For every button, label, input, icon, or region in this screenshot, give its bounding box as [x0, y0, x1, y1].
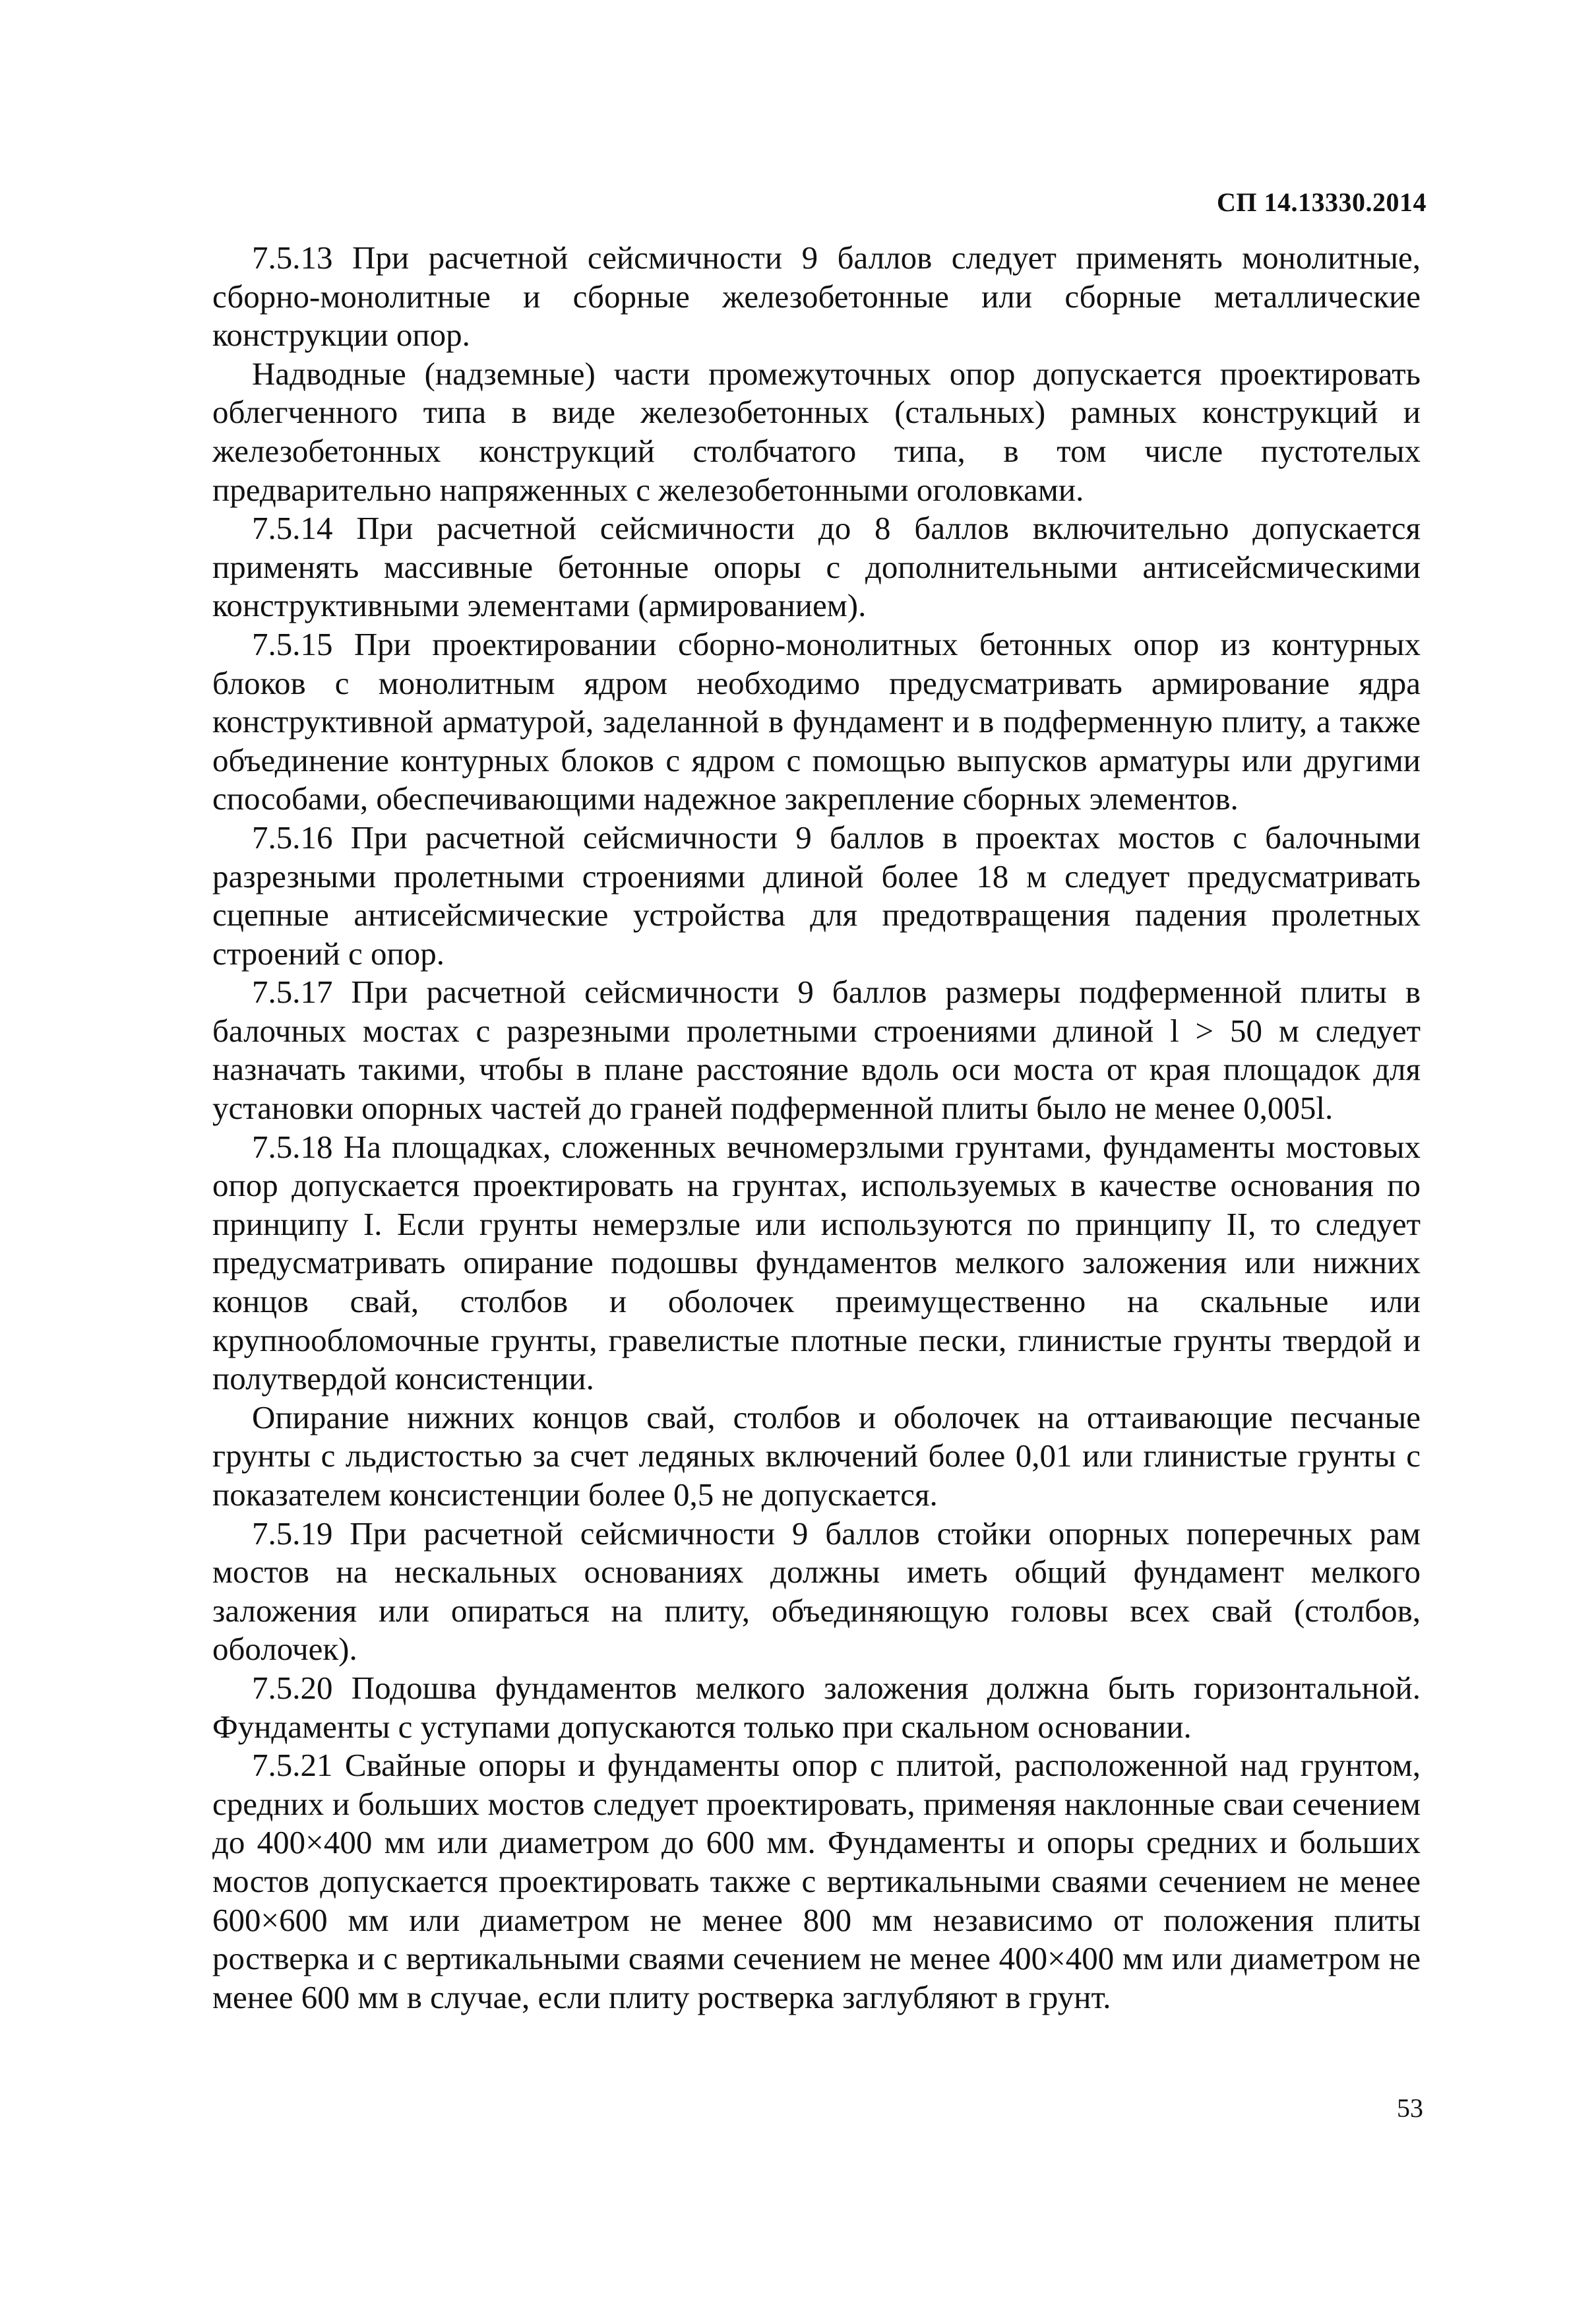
paragraph-7-5-13: 7.5.13 При расчетной сейсмичности 9 баллов следует применять монолитные, сборно-монолитные и сборные железобетонные или сборные металлические конструкции опор. [212, 239, 1421, 354]
paragraph-7-5-19: 7.5.19 При расчетной сейсмичности 9 баллов стойки опорных поперечных рам мостов на нескальных основаниях должны иметь общий фундамент мелкого заложения или опираться на плиту, объединяющую головы всех свай (столбов, оболочек). [212, 1515, 1421, 1668]
page-number: 53 [1397, 2093, 1423, 2123]
paragraph-7-5-16: 7.5.16 При расчетной сейсмичности 9 баллов в проектах мостов с балочными разрезными пролетными строениями длиной более 18 м следует предусматривать сцепные антисейсмические устройства для предотвращения падения пролетных строений с опор. [212, 819, 1421, 972]
paragraph-7-5-17: 7.5.17 При расчетной сейсмичности 9 баллов размеры подферменной плиты в балочных мостах с разрезными пролетными строениями длиной l > 50 м следует назначать такими, чтобы в плане расстояние вдоль оси моста от края площадок для установки опорных частей до граней подферменной плиты было не менее 0,005l. [212, 974, 1421, 1127]
paragraph-7-5-14: 7.5.14 При расчетной сейсмичности до 8 баллов включительно допускается применять массивные бетонные опоры с дополнительными антисейсмическими конструктивными элементами (армированием). [212, 510, 1421, 624]
paragraph-7-5-15: 7.5.15 При проектировании сборно-монолитных бетонных опор из контурных блоков с монолитным ядром необходимо предусматривать армирование ядра конструктивной арматурой, заделанной в фундамент и в подферменную плиту, а также объединение контурных блоков с ядром с помощью выпусков арматуры или другими способами, обеспечивающими надежное закрепление сборных элементов. [212, 625, 1421, 817]
paragraph-superstructure-note: Надводные (надземные) части промежуточных опор допускается проектировать облегченного типа в виде железобетонных (стальных) рамных конструкций и железобетонных конструкций столбчатого типа, в том числе пустотелых предварительно напряженных с железобетонными оголовками. [212, 355, 1421, 508]
paragraph-7-5-21: 7.5.21 Свайные опоры и фундаменты опор с плитой, расположенной над грунтом, средних и больших мостов следует проектировать, применяя наклонные сваи сечением до 400×400 мм или диаметром до 600 мм. Фундаменты и опоры средних и больших мостов допускается проектировать также с вертикальными сваями сечением не менее 600×600 мм или диаметром не менее 800 мм независимо от положения плиты ростверка и с вертикальными сваями сечением не менее 400×400 мм или диаметром не менее 600 мм в случае, если плиту ростверка заглубляют в грунт. [212, 1747, 1421, 2015]
paragraph-thawing-soils-note: Опирание нижних концов свай, столбов и оболочек на оттаивающие песчаные грунты с льдистостью за счет ледяных включений более 0,01 или глинистые грунты с показателем консистенции более 0,5 не допускается. [212, 1399, 1421, 1513]
document-code-header: СП 14.13330.2014 [1217, 187, 1427, 217]
paragraph-7-5-18: 7.5.18 На площадках, сложенных вечномерзлыми грунтами, фундаменты мостовых опор допускается проектировать на грунтах, используемых в качестве основания по принципу I. Если грунты немерзлые или используются по принципу II, то следует предусматривать опирание подошвы фундаментов мелкого заложения или нижних концов свай, столбов и оболочек преимущественно на скальные или крупнообломочные грунты, гравелистые плотные пески, глинистые грунты твердой и полутвердой консистенции. [212, 1128, 1421, 1397]
document-body [212, 239, 1421, 2017]
paragraph-7-5-20: 7.5.20 Подошва фундаментов мелкого заложения должна быть горизонтальной. Фундаменты с уступами допускаются только при скальном основании. [212, 1669, 1421, 1745]
